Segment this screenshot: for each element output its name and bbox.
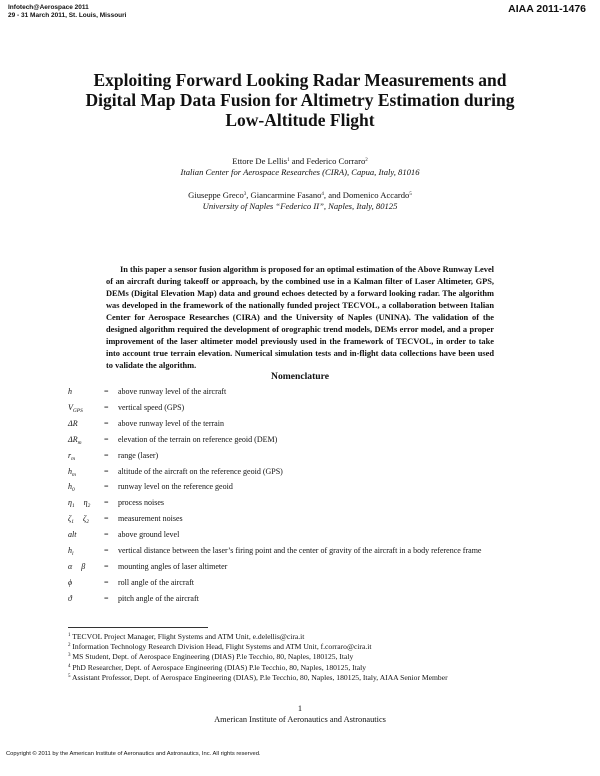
- nomenclature-definition: mounting angles of laser altimeter: [118, 561, 228, 571]
- nomenclature-definition: vertical speed (GPS): [118, 402, 185, 412]
- nomenclature-row: [68, 577, 538, 593]
- author-footnote-mark: 3: [243, 192, 247, 197]
- nomenclature-definition: runway level on the reference geoid: [118, 482, 233, 492]
- author-separator: ,: [246, 190, 251, 200]
- nomenclature-row: [68, 513, 538, 529]
- footnote: [68, 642, 538, 652]
- nomenclature-symbol: [68, 513, 104, 529]
- equals-sign: =: [104, 530, 109, 540]
- symbol: h: [68, 466, 72, 476]
- nomenclature-definition: measurement noises: [118, 514, 183, 524]
- nomenclature-symbol: [68, 481, 104, 497]
- footnote: [68, 632, 538, 642]
- footnote-text: MS Student, Dept. of Aerospace Engineering (DIAS) P.le Tecchio, 80, Naples, 180125, Italy: [72, 652, 354, 662]
- symbol: alt: [68, 530, 77, 540]
- nomenclature-row: [68, 402, 538, 418]
- abstract: In this paper a sensor fusion algorithm is proposed for an optimal estimation of the Above Runway Level of an aircraft during takeoff or approach, by the combined use in a Kalman filter of Laser Altimeter, GPS, DEMs (Digital Elevation Map) data and ground echoes detected by a forward looking radar. The algorithm was developed in the framework of the nationally funded project TECVOL, a collaboration between Italian Center for Aerospace Researches (CIRA) and the University of Naples (UNINA). The validation of the designed algorithm required the development of orographic trend models, DEMs error model, and a proper improvement of the laser altimeter model previously used in the framework of TECVOL, in order to take into account true terrain elevation. Numerical simulation tests and in-flight data collections have been used to validate the algorithm.: [106, 265, 494, 370]
- symbol: ΔR: [68, 418, 78, 428]
- symbol-subscript: GPS: [72, 407, 83, 414]
- equals-sign: =: [104, 561, 109, 571]
- nomenclature-heading: Nomenclature: [271, 371, 329, 382]
- author-name: Domenico Accardo: [342, 190, 410, 200]
- author-separator: and: [289, 156, 307, 166]
- nomenclature-symbol: [68, 545, 104, 561]
- equals-sign: =: [104, 418, 109, 428]
- nomenclature-symbol: [68, 466, 104, 482]
- equals-sign: =: [104, 402, 109, 412]
- footnote: [68, 673, 538, 683]
- nomenclature-definition: range (laser): [118, 450, 159, 460]
- equals-sign: =: [104, 450, 109, 460]
- author-name: Ettore De Lellis: [232, 156, 288, 166]
- nomenclature-row: [68, 466, 538, 482]
- symbol: V: [68, 402, 73, 412]
- author-footnote-mark: 4: [321, 192, 324, 197]
- nomenclature-symbol: [68, 418, 104, 434]
- nomenclature-row: [68, 434, 538, 450]
- footnote-number: 5: [68, 673, 71, 679]
- footnote-text: TECVOL Project Manager, Flight Systems and ATM Unit, e.delellis@cira.it: [72, 632, 305, 641]
- nomenclature-symbol: [68, 529, 104, 545]
- symbol-subscript: l: [72, 551, 74, 558]
- author-footnote-mark: 1: [287, 158, 290, 163]
- footnote-number: 1: [68, 633, 71, 638]
- equals-sign: =: [104, 546, 109, 556]
- symbol: α: [68, 561, 73, 571]
- symbol: ϑ: [68, 593, 72, 603]
- nomenclature-symbol: [68, 577, 104, 593]
- footnote-number: 3: [68, 653, 71, 659]
- nomenclature-definition: vertical distance between the laser’s firing point and the center of gravity of the aircraft in a body reference frame: [118, 546, 482, 556]
- title-line-3: Low-Altitude Flight: [225, 110, 375, 130]
- paper-title: [60, 70, 540, 130]
- symbol: β: [81, 561, 86, 571]
- symbol: ΔR: [68, 434, 78, 444]
- footnote-number: 2: [68, 643, 71, 649]
- footnote: [68, 663, 538, 673]
- symbol: ϕ: [68, 577, 73, 587]
- footnotes: [68, 632, 538, 683]
- symbol: ζ: [82, 514, 87, 524]
- equals-sign: =: [104, 466, 109, 476]
- nomenclature-symbol: [68, 450, 104, 466]
- paper-id: AIAA 2011-1476: [508, 3, 586, 15]
- author-name: Giuseppe Greco: [188, 190, 244, 200]
- author-affiliation: University of Naples “Federico II”, Naples, Italy, 80125: [202, 201, 398, 211]
- equals-sign: =: [104, 498, 109, 508]
- author-group-2: [60, 190, 540, 212]
- nomenclature-row: [68, 593, 538, 609]
- symbol-subscript: 2: [87, 503, 91, 510]
- nomenclature-row: [68, 418, 538, 434]
- nomenclature-symbol: [68, 434, 104, 450]
- publisher-name: American Institute of Aeronautics and Astronautics: [214, 715, 386, 724]
- author-footnote-mark: 5: [409, 192, 412, 197]
- nomenclature-definition: process noises: [118, 498, 164, 508]
- nomenclature-definition: above runway level of the aircraft: [118, 387, 227, 396]
- symbol-subscript: 1: [71, 519, 74, 526]
- equals-sign: =: [104, 482, 109, 492]
- nomenclature-symbol: [68, 497, 104, 513]
- nomenclature-symbol: [68, 386, 104, 402]
- nomenclature-row: [68, 529, 538, 545]
- conference-header: [8, 4, 127, 20]
- symbol-subscript: 2: [86, 519, 89, 526]
- author-name: Giancarmine Fasano: [250, 190, 322, 200]
- equals-sign: =: [104, 514, 109, 524]
- symbol: η: [68, 498, 72, 508]
- conference-dates: 29 - 31 March 2011, St. Louis, Missouri: [8, 12, 127, 19]
- nomenclature-definition: altitude of the aircraft on the reference geoid (GPS): [118, 466, 283, 476]
- author-group-1: [60, 156, 540, 178]
- nomenclature-definition: elevation of the terrain on reference geoid (DEM): [118, 434, 278, 444]
- nomenclature-row: [68, 481, 538, 497]
- nomenclature-definition: roll angle of the aircraft: [118, 577, 194, 587]
- nomenclature-definition: above runway level of the terrain: [118, 418, 224, 428]
- footnote-number: 4: [68, 663, 71, 669]
- author-name: Federico Corraro: [306, 156, 366, 166]
- nomenclature-row: [68, 545, 538, 561]
- nomenclature-row: [68, 386, 538, 402]
- symbol: h: [68, 482, 72, 492]
- symbol-subscript: 1: [71, 503, 75, 510]
- symbol: η: [83, 498, 88, 508]
- copyright-notice: Copyright © 2011 by the American Institute of Aeronautics and Astronautics, Inc. All rights reserved.: [6, 751, 261, 757]
- symbol: h: [68, 387, 72, 396]
- footnote-text: Information Technology Research Division Head, Flight Systems and ATM Unit, f.corraro@cira.it: [72, 642, 372, 652]
- symbol-subscript: 0: [72, 487, 75, 494]
- symbol: r: [68, 450, 72, 460]
- nomenclature-symbol: [68, 402, 104, 418]
- symbol: ζ: [68, 514, 72, 524]
- symbol-subscript: m: [72, 471, 76, 478]
- nomenclature-definition: above ground level: [118, 530, 180, 540]
- page-number: 1: [297, 704, 303, 713]
- nomenclature-row: [68, 561, 538, 577]
- author-footnote-mark: 2: [365, 158, 368, 163]
- title-line-1: Exploiting Forward Looking Radar Measurements and: [93, 70, 507, 90]
- symbol-subscript: m: [71, 455, 76, 462]
- footnote-divider: [68, 627, 208, 628]
- footnote: [68, 652, 538, 662]
- author-affiliation: Italian Center for Aerospace Researches (CIRA), Capua, Italy, 81016: [180, 167, 420, 177]
- equals-sign: =: [104, 593, 109, 603]
- nomenclature-symbol: [68, 593, 104, 609]
- nomenclature-list: [68, 386, 538, 609]
- equals-sign: =: [104, 577, 109, 587]
- footnote-text: PhD Researcher, Dept. of Aerospace Engineering (DIAS) P.le Tecchio, 80, Naples, 180125, Italy: [72, 662, 367, 672]
- symbol: h: [68, 546, 72, 556]
- author-separator: , and: [323, 190, 343, 200]
- footnote-text: Assistant Professor, Dept. of Aerospace Engineering (DIAS), P.le Tecchio, 80, Naples, 180125, Italy, AIAA Senior Member: [71, 672, 448, 682]
- nomenclature-symbol: [68, 561, 104, 577]
- nomenclature-definition: pitch angle of the aircraft: [118, 593, 199, 603]
- equals-sign: =: [104, 387, 109, 396]
- nomenclature-row: [68, 497, 538, 513]
- symbol-subscript: m: [77, 439, 82, 446]
- equals-sign: =: [104, 434, 109, 444]
- title-line-2: Digital Map Data Fusion for Altimetry Estimation during: [85, 90, 515, 110]
- conference-name: Infotech@Aerospace 2011: [8, 4, 89, 11]
- nomenclature-row: [68, 450, 538, 466]
